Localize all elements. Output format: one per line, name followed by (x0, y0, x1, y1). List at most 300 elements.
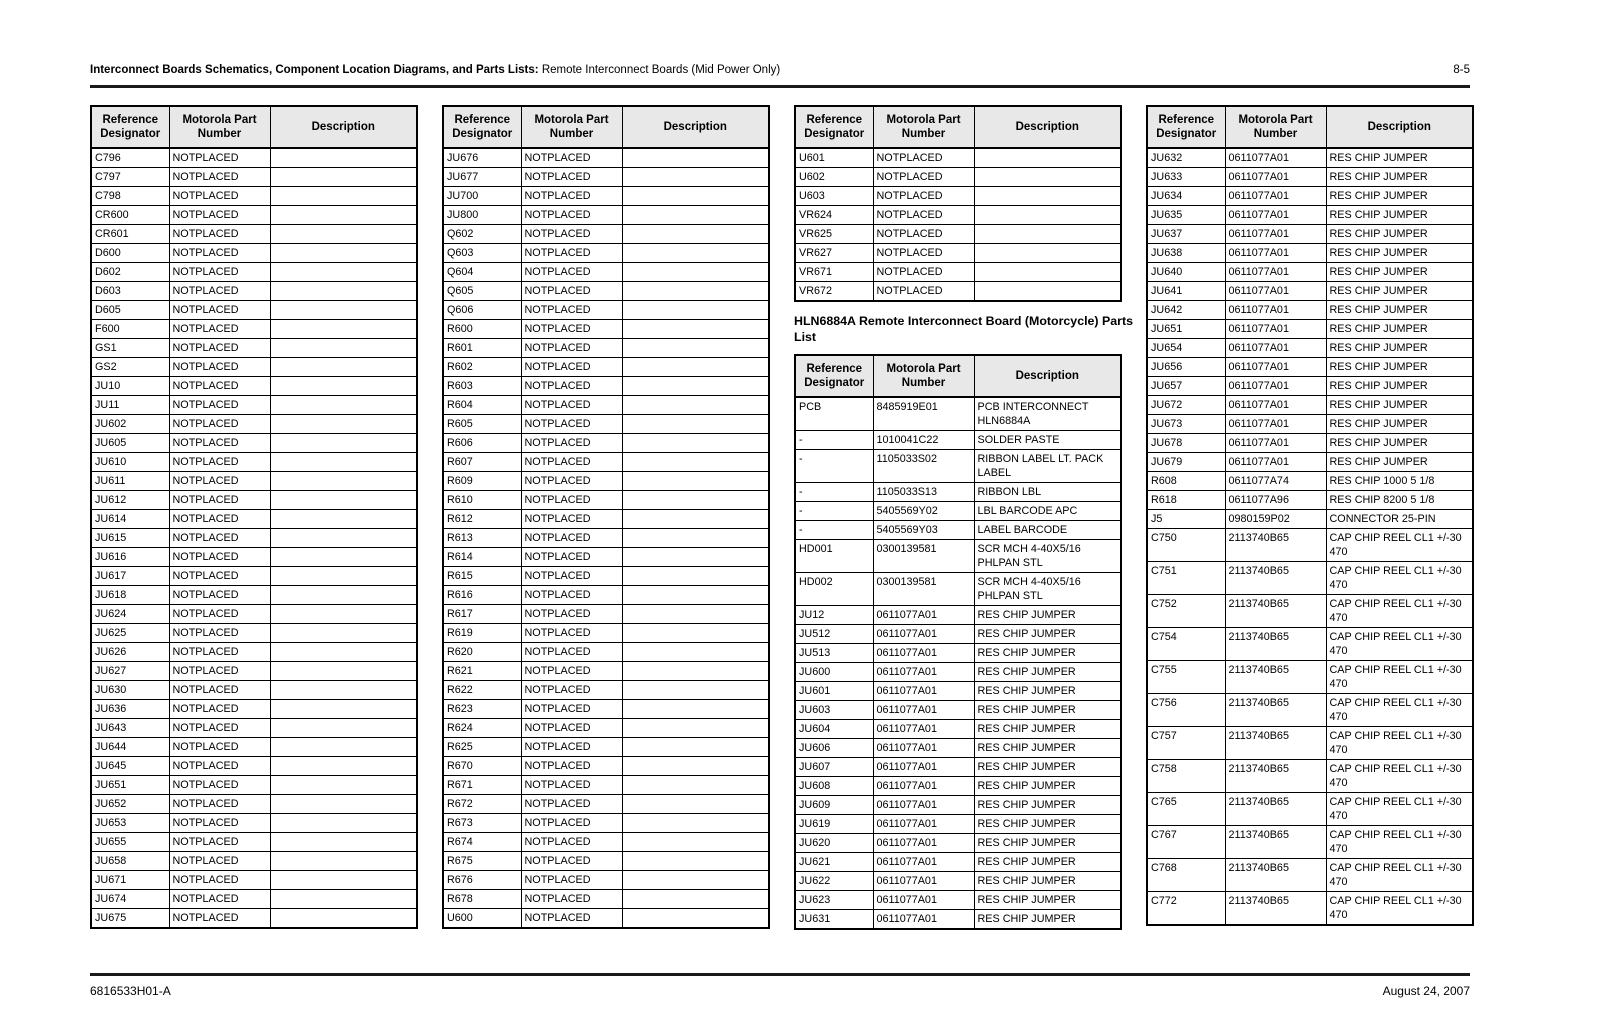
table-row (443, 244, 769, 263)
table-cell: NOTPLACED (521, 339, 622, 358)
table-row (91, 814, 417, 833)
col-header-part-number: Motorola Part Number (521, 106, 622, 148)
table-cell: CAP CHIP REEL CL1 +/-30 470 (1326, 826, 1473, 859)
table-cell: JU673 (1147, 415, 1225, 434)
table-cell: 0611077A96 (1225, 491, 1326, 510)
table-cell: JU601 (795, 682, 873, 701)
table-cell: JU651 (1147, 320, 1225, 339)
table-cell: NOTPLACED (521, 871, 622, 890)
table-cell: JU10 (91, 377, 169, 396)
table-cell: JU652 (91, 795, 169, 814)
table-cell: 0611077A01 (1225, 206, 1326, 225)
table-row (795, 644, 1121, 663)
table-row (795, 720, 1121, 739)
table-cell (622, 605, 769, 624)
table-row (443, 529, 769, 548)
table-cell: SCR MCH 4-40X5/16 PHLPAN STL (974, 540, 1121, 573)
table-cell (270, 225, 417, 244)
table-row (443, 282, 769, 301)
table-cell: RES CHIP JUMPER (974, 872, 1121, 891)
table-row (795, 872, 1121, 891)
table-cell (270, 434, 417, 453)
table-cell: 0611077A01 (873, 910, 974, 930)
table-cell: 0611077A01 (1225, 244, 1326, 263)
table-cell: NOTPLACED (521, 415, 622, 434)
table-cell: VR627 (795, 244, 873, 263)
table-cell: JU608 (795, 777, 873, 796)
table-cell: JU610 (91, 453, 169, 472)
table-row (1147, 529, 1473, 562)
page-header (90, 64, 1470, 76)
table-row (91, 567, 417, 586)
table-cell: Q606 (443, 301, 521, 320)
table-cell (270, 377, 417, 396)
table-cell: R604 (443, 396, 521, 415)
table-cell: HD002 (795, 573, 873, 606)
table-row (91, 624, 417, 643)
table-cell: JU617 (91, 567, 169, 586)
table-cell: 0611077A01 (873, 739, 974, 758)
table-cell: NOTPLACED (521, 148, 622, 168)
col-header-reference-designator: Reference Designator (443, 106, 521, 148)
table-cell: 2113740B65 (1225, 694, 1326, 727)
table-cell: NOTPLACED (169, 434, 270, 453)
table-cell: NOTPLACED (169, 187, 270, 206)
table-cell (622, 795, 769, 814)
table-row (795, 521, 1121, 540)
table-row (795, 815, 1121, 834)
table-row (443, 605, 769, 624)
table-row (443, 263, 769, 282)
table-cell: 0611077A01 (873, 701, 974, 720)
table-cell (974, 187, 1121, 206)
table-cell: JU600 (795, 663, 873, 682)
table-row (795, 206, 1121, 225)
table-row (91, 396, 417, 415)
table-cell: R607 (443, 453, 521, 472)
table-cell (622, 738, 769, 757)
table-cell: JU11 (91, 396, 169, 415)
table-cell: JU609 (795, 796, 873, 815)
table-cell (974, 206, 1121, 225)
table-cell: NOTPLACED (521, 738, 622, 757)
table-cell (270, 263, 417, 282)
table-cell (622, 206, 769, 225)
table-cell (270, 681, 417, 700)
table-cell: RES CHIP JUMPER (1326, 225, 1473, 244)
table-cell: C756 (1147, 694, 1225, 727)
table-cell (622, 890, 769, 909)
table-cell (622, 396, 769, 415)
table-cell (622, 415, 769, 434)
table-cell: NOTPLACED (169, 681, 270, 700)
table-row (443, 795, 769, 814)
table-row (91, 244, 417, 263)
table-cell: R670 (443, 757, 521, 776)
table-cell: 2113740B65 (1225, 892, 1326, 926)
table-row (443, 814, 769, 833)
table-cell: 0611077A74 (1225, 472, 1326, 491)
table-cell (622, 586, 769, 605)
table-cell: C796 (91, 148, 169, 168)
table-cell: NOTPLACED (169, 282, 270, 301)
table-row (1147, 168, 1473, 187)
table-cell: JU615 (91, 529, 169, 548)
table-cell: NOTPLACED (169, 776, 270, 795)
table-cell: JU636 (91, 700, 169, 719)
table-row (91, 681, 417, 700)
table-cell: RES CHIP JUMPER (1326, 148, 1473, 168)
table-row (1147, 453, 1473, 472)
table-row (443, 548, 769, 567)
table-cell: NOTPLACED (169, 510, 270, 529)
table-cell: R622 (443, 681, 521, 700)
table-cell: CAP CHIP REEL CL1 +/-30 470 (1326, 760, 1473, 793)
table-row (795, 225, 1121, 244)
table-row (443, 662, 769, 681)
table-cell: 2113740B65 (1225, 661, 1326, 694)
table-cell: 0980159P02 (1225, 510, 1326, 529)
table-cell: R671 (443, 776, 521, 795)
col-header-reference-designator: Reference Designator (1147, 106, 1225, 148)
table-row (91, 738, 417, 757)
table-cell: 0611077A01 (1225, 396, 1326, 415)
table-cell: CAP CHIP REEL CL1 +/-30 470 (1326, 694, 1473, 727)
table-cell: R675 (443, 852, 521, 871)
table-row (795, 739, 1121, 758)
table-row (795, 796, 1121, 815)
table-cell: CAP CHIP REEL CL1 +/-30 470 (1326, 892, 1473, 926)
table-cell: NOTPLACED (521, 681, 622, 700)
table-row (795, 606, 1121, 625)
table-cell (270, 852, 417, 871)
table-row (1147, 263, 1473, 282)
table-row (1147, 472, 1473, 491)
table-row (1147, 206, 1473, 225)
table-cell: JU655 (91, 833, 169, 852)
table-row (443, 776, 769, 795)
table-row (1147, 377, 1473, 396)
table-cell: JU611 (91, 472, 169, 491)
table-row (1147, 434, 1473, 453)
table-cell: NOTPLACED (521, 510, 622, 529)
table-row (443, 852, 769, 871)
table-cell: NOTPLACED (521, 206, 622, 225)
section-heading: HLN6884A Remote Interconnect Board (Motorcycle) Parts List (794, 314, 1133, 344)
table-cell (622, 510, 769, 529)
col-header-description: Description (1326, 106, 1473, 148)
table-cell (270, 282, 417, 301)
table-cell: NOTPLACED (521, 814, 622, 833)
table-row (91, 301, 417, 320)
table-cell (270, 643, 417, 662)
table-cell: NOTPLACED (169, 548, 270, 567)
table-cell: C751 (1147, 562, 1225, 595)
table-cell (622, 852, 769, 871)
table-cell: NOTPLACED (521, 852, 622, 871)
table-cell: RES CHIP JUMPER (1326, 168, 1473, 187)
table-cell: NOTPLACED (169, 624, 270, 643)
table-cell: RES CHIP JUMPER (974, 910, 1121, 930)
table-row (91, 662, 417, 681)
table-cell: 8485919E01 (873, 397, 974, 431)
table-cell (974, 148, 1121, 168)
table-row (91, 358, 417, 377)
table-cell: U602 (795, 168, 873, 187)
table-cell (270, 700, 417, 719)
table-cell: CR600 (91, 206, 169, 225)
table-cell (270, 776, 417, 795)
table-cell: D600 (91, 244, 169, 263)
table-cell: NOTPLACED (169, 263, 270, 282)
table-cell: JU602 (91, 415, 169, 434)
table-cell: 0611077A01 (1225, 320, 1326, 339)
table-cell: 0611077A01 (1225, 377, 1326, 396)
table-cell: JU632 (1147, 148, 1225, 168)
table-cell: JU676 (443, 148, 521, 168)
table-cell (622, 776, 769, 795)
table-cell (622, 719, 769, 738)
table-cell: RES CHIP 1000 5 1/8 (1326, 472, 1473, 491)
table-cell (622, 700, 769, 719)
table-cell: JU641 (1147, 282, 1225, 301)
table-cell: NOTPLACED (521, 567, 622, 586)
table-cell: RES CHIP JUMPER (1326, 396, 1473, 415)
table-cell: NOTPLACED (521, 244, 622, 263)
table-cell: C755 (1147, 661, 1225, 694)
table-cell: C758 (1147, 760, 1225, 793)
table-cell: RES CHIP JUMPER (1326, 187, 1473, 206)
table-cell: R672 (443, 795, 521, 814)
parts-table-notplaced-2 (442, 105, 770, 929)
table-cell (622, 320, 769, 339)
table-cell: RES CHIP JUMPER (1326, 206, 1473, 225)
table-cell: R676 (443, 871, 521, 890)
table-cell (270, 719, 417, 738)
page-footer (90, 984, 1470, 998)
table-cell: 0611077A01 (1225, 415, 1326, 434)
table-row (795, 483, 1121, 502)
table-cell: R610 (443, 491, 521, 510)
table-cell: 1010041C22 (873, 431, 974, 450)
table-cell: C754 (1147, 628, 1225, 661)
table-cell: JU654 (1147, 339, 1225, 358)
table-cell: PCB (795, 397, 873, 431)
table-row (443, 187, 769, 206)
table-row (443, 339, 769, 358)
table-cell: RES CHIP JUMPER (1326, 415, 1473, 434)
table-cell: 0611077A01 (1225, 358, 1326, 377)
col-header-description: Description (622, 106, 769, 148)
table-cell: RES CHIP JUMPER (974, 796, 1121, 815)
table-cell: R619 (443, 624, 521, 643)
table-cell: NOTPLACED (169, 339, 270, 358)
column-1 (90, 105, 416, 929)
table-row (91, 263, 417, 282)
col-header-part-number: Motorola Part Number (169, 106, 270, 148)
table-cell: JU603 (795, 701, 873, 720)
table-cell: RIBBON LBL (974, 483, 1121, 502)
table-cell (622, 871, 769, 890)
table-row (91, 282, 417, 301)
table-cell: 0611077A01 (1225, 148, 1326, 168)
table-cell: C757 (1147, 727, 1225, 760)
table-cell: - (795, 431, 873, 450)
table-cell: JU618 (91, 586, 169, 605)
table-cell: NOTPLACED (169, 225, 270, 244)
table-cell: NOTPLACED (873, 168, 974, 187)
table-cell: 2113740B65 (1225, 826, 1326, 859)
table-cell: RES CHIP JUMPER (1326, 453, 1473, 472)
parts-table-notplaced-3 (794, 105, 1122, 302)
table-cell (270, 833, 417, 852)
table-cell: JU642 (1147, 301, 1225, 320)
table-cell: NOTPLACED (521, 434, 622, 453)
table-row (1147, 595, 1473, 628)
table-cell: NOTPLACED (169, 852, 270, 871)
table-cell: NOTPLACED (521, 700, 622, 719)
table-row (795, 282, 1121, 302)
table-row (443, 700, 769, 719)
table-cell: NOTPLACED (169, 567, 270, 586)
table-cell: JU637 (1147, 225, 1225, 244)
table-cell (270, 548, 417, 567)
table-cell: 0611077A01 (1225, 339, 1326, 358)
table-row (1147, 339, 1473, 358)
table-cell: 2113740B65 (1225, 595, 1326, 628)
table-cell: NOTPLACED (169, 757, 270, 776)
table-row (1147, 892, 1473, 926)
table-cell: R606 (443, 434, 521, 453)
table-cell: 2113740B65 (1225, 529, 1326, 562)
table-cell: 0611077A01 (1225, 282, 1326, 301)
table-cell (622, 453, 769, 472)
table-cell: NOTPLACED (521, 491, 622, 510)
table-cell: RES CHIP JUMPER (974, 739, 1121, 758)
table-cell: 0611077A01 (873, 796, 974, 815)
table-cell: 0611077A01 (873, 625, 974, 644)
table-cell: JU512 (795, 625, 873, 644)
table-cell: 0611077A01 (1225, 453, 1326, 472)
table-cell: RES CHIP JUMPER (974, 606, 1121, 625)
table-row (795, 682, 1121, 701)
table-row (443, 738, 769, 757)
table-cell: U600 (443, 909, 521, 929)
table-row (91, 434, 417, 453)
table-cell: RES CHIP JUMPER (1326, 301, 1473, 320)
table-cell: NOTPLACED (169, 320, 270, 339)
table-cell: JU627 (91, 662, 169, 681)
col-header-reference-designator: Reference Designator (91, 106, 169, 148)
table-cell: VR672 (795, 282, 873, 302)
table-cell: NOTPLACED (521, 548, 622, 567)
table-cell: JU671 (91, 871, 169, 890)
table-cell: NOTPLACED (521, 168, 622, 187)
table-cell: JU677 (443, 168, 521, 187)
table-cell: NOTPLACED (169, 605, 270, 624)
col-header-description: Description (974, 355, 1121, 397)
table-cell: NOTPLACED (169, 377, 270, 396)
table-cell: NOTPLACED (169, 415, 270, 434)
table-row (1147, 760, 1473, 793)
table-cell: JU653 (91, 814, 169, 833)
table-cell: R617 (443, 605, 521, 624)
table-cell: U603 (795, 187, 873, 206)
parts-table-hln6884a (794, 354, 1122, 930)
table-cell: NOTPLACED (521, 719, 622, 738)
table-cell: VR671 (795, 263, 873, 282)
table-cell: CAP CHIP REEL CL1 +/-30 470 (1326, 628, 1473, 661)
table-cell: RES CHIP JUMPER (974, 663, 1121, 682)
table-row (443, 377, 769, 396)
header-row (443, 106, 769, 148)
table-cell: JU619 (795, 815, 873, 834)
table-row (795, 244, 1121, 263)
table-row (91, 719, 417, 738)
table-cell: R621 (443, 662, 521, 681)
table-cell: NOTPLACED (521, 358, 622, 377)
table-cell: 0611077A01 (873, 758, 974, 777)
table-cell: NOTPLACED (521, 453, 622, 472)
table-cell: NOTPLACED (521, 890, 622, 909)
table-cell: NOTPLACED (521, 472, 622, 491)
table-row (795, 758, 1121, 777)
table-cell: R615 (443, 567, 521, 586)
table-cell: RES CHIP JUMPER (1326, 244, 1473, 263)
table-cell: NOTPLACED (169, 909, 270, 929)
table-row (443, 833, 769, 852)
table-row (91, 491, 417, 510)
table-cell (270, 814, 417, 833)
table-row (443, 168, 769, 187)
table-cell: RES CHIP JUMPER (974, 682, 1121, 701)
table-cell: NOTPLACED (169, 358, 270, 377)
table-cell (622, 643, 769, 662)
table-cell: R600 (443, 320, 521, 339)
table-row (91, 909, 417, 929)
table-cell: JU12 (795, 606, 873, 625)
table-row (443, 301, 769, 320)
table-row (91, 472, 417, 491)
table-cell: R620 (443, 643, 521, 662)
table-cell: 2113740B65 (1225, 793, 1326, 826)
table-cell: R674 (443, 833, 521, 852)
parts-table-hln6884a-cont (1146, 105, 1474, 926)
table-cell: JU624 (91, 605, 169, 624)
table-cell: C797 (91, 168, 169, 187)
table-cell: JU631 (795, 910, 873, 930)
table-cell: JU616 (91, 548, 169, 567)
table-cell: RIBBON LABEL LT. PACK LABEL (974, 450, 1121, 483)
table-cell: NOTPLACED (169, 662, 270, 681)
table-row (795, 148, 1121, 168)
table-cell: F600 (91, 320, 169, 339)
table-row (91, 700, 417, 719)
table-cell: JU621 (795, 853, 873, 872)
table-cell: NOTPLACED (169, 795, 270, 814)
table-cell (270, 453, 417, 472)
table-cell: RES CHIP JUMPER (1326, 320, 1473, 339)
table-cell: JU640 (1147, 263, 1225, 282)
table-cell: R612 (443, 510, 521, 529)
column-3 (794, 105, 1133, 930)
table-cell (622, 662, 769, 681)
table-cell (270, 757, 417, 776)
table-cell: 0611077A01 (873, 777, 974, 796)
col-header-part-number: Motorola Part Number (873, 355, 974, 397)
table-cell (270, 586, 417, 605)
table-cell (270, 491, 417, 510)
